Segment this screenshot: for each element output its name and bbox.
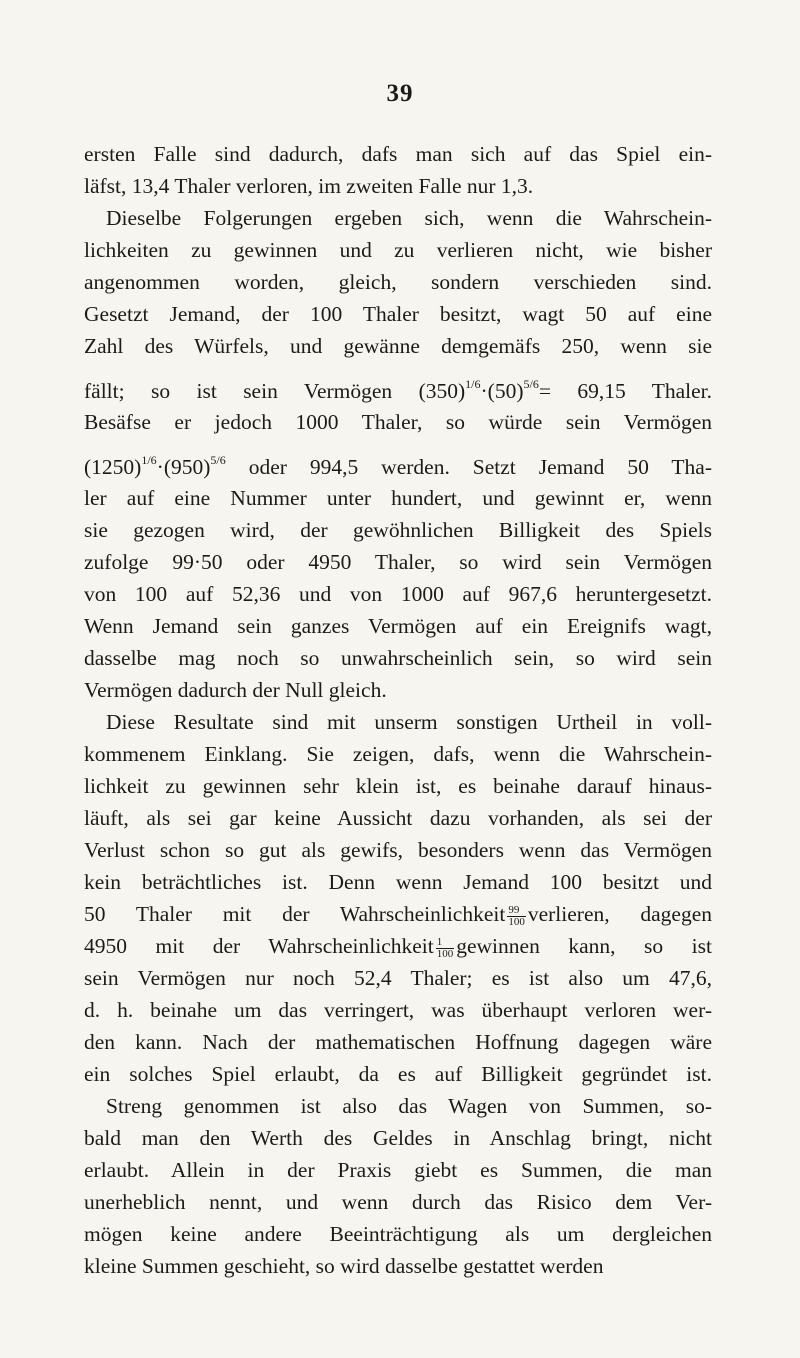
text-line: ein solches Spiel erlaubt, da es auf Billigkeit gegründet ist. xyxy=(84,1062,712,1086)
text-line: erlaubt. Allein in der Praxis giebt es Summen, die man xyxy=(84,1158,712,1182)
text-line: Zahl des Würfels, und gewänne demgemäfs 250, wenn sie xyxy=(84,334,712,358)
text-line: ersten Falle sind dadurch, dafs man sich auf das Spiel ein- xyxy=(84,142,712,166)
text-line: von 100 auf 52,36 und von 1000 auf 967,6 heruntergesetzt. xyxy=(84,582,712,606)
fraction-text: verlieren, dagegen xyxy=(527,902,712,926)
text-line: Besäfse er jedoch 1000 Thaler, so würde sein Vermögen xyxy=(84,410,712,434)
fraction-text: 50 Thaler mit der Wahrscheinlichkeit xyxy=(84,902,506,926)
text-line: unerheblich nennt, und wenn durch das Risico dem Ver- xyxy=(84,1190,712,1214)
fraction-numerator: 99 xyxy=(507,905,526,917)
fraction-text: gewinnen kann, so ist xyxy=(456,934,712,958)
text-line: Diese Resultate sind mit unserm sonstigen Urtheil in voll- xyxy=(106,710,712,734)
formula-text: fällt; so ist sein Vermögen (350) xyxy=(84,379,466,403)
text-line: bald man den Werth des Geldes in Anschlag bringt, nicht xyxy=(84,1126,712,1150)
text-line: Verlust schon so gut als gewifs, besonders wenn das Vermögen xyxy=(84,838,712,862)
text-line: kein beträchtliches ist. Denn wenn Jemand 100 besitzt und xyxy=(84,870,712,894)
fraction-denominator: 100 xyxy=(508,915,525,928)
text-line: kommenem Einklang. Sie zeigen, dafs, wenn die Wahrschein- xyxy=(84,742,712,766)
text-line: läuft, als sei gar keine Aussicht dazu vorhanden, als sei der xyxy=(84,806,712,830)
fraction-denominator: 100 xyxy=(436,947,454,960)
text-line: angenommen worden, gleich, sondern verschieden sind. xyxy=(84,270,712,294)
text-line: mögen keine andere Beeinträchtigung als um dergleichen xyxy=(84,1222,712,1246)
exponent: 1/6 xyxy=(141,453,157,467)
formula-text: = 69,15 Thaler. xyxy=(538,379,713,403)
fraction-numerator: 1 xyxy=(436,937,455,949)
fraction xyxy=(436,937,455,960)
formula-line xyxy=(84,438,712,482)
text-line: lichkeiten zu gewinnen und zu verlieren nicht, wie bisher xyxy=(84,238,712,262)
page-number: 39 xyxy=(386,80,414,107)
formula-text: ·(950) xyxy=(156,455,211,479)
exponent: 5/6 xyxy=(210,453,226,467)
text-line: kleine Summen geschieht, so wird dasselbe gestattet werden xyxy=(84,1254,604,1278)
text-line: sein Vermögen nur noch 52,4 Thaler; es ist also um 47,6, xyxy=(84,966,712,990)
text-line: Dieselbe Folgerungen ergeben sich, wenn die Wahrschein- xyxy=(106,206,712,230)
text-line: d. h. beinahe um das verringert, was überhaupt verloren wer- xyxy=(84,998,712,1022)
text-line: ler auf eine Nummer unter hundert, und gewinnt er, wenn xyxy=(84,486,712,510)
formula-line xyxy=(84,362,712,406)
text-line: lichkeit zu gewinnen sehr klein ist, es beinahe darauf hinaus- xyxy=(84,774,712,798)
fraction-line xyxy=(84,930,712,962)
text-line: zufolge 99·50 oder 4950 Thaler, so wird sein Vermögen xyxy=(84,550,712,574)
text-line: Vermögen dadurch der Null gleich. xyxy=(84,678,387,702)
fraction-text: 4950 mit der Wahrscheinlichkeit xyxy=(84,934,434,958)
text-line: Streng genommen ist also das Wagen von Summen, so- xyxy=(106,1094,712,1118)
text-line: läfst, 13,4 Thaler verloren, im zweiten Falle nur 1,3. xyxy=(84,174,534,198)
fraction xyxy=(507,905,526,928)
text-line: sie gezogen wird, der gewöhnlichen Billigkeit des Spiels xyxy=(84,518,712,542)
formula-text: oder 994,5 werden. Setzt Jemand 50 Tha- xyxy=(225,455,712,479)
fraction-line xyxy=(84,898,712,930)
text-line: den kann. Nach der mathematischen Hoffnung dagegen wäre xyxy=(84,1030,712,1054)
text-line: dasselbe mag noch so unwahrscheinlich sein, so wird sein xyxy=(84,646,712,670)
text-line: Gesetzt Jemand, der 100 Thaler besitzt, wagt 50 auf eine xyxy=(84,302,712,326)
exponent: 1/6 xyxy=(465,377,481,391)
formula-text: (1250) xyxy=(84,455,142,479)
formula-text: ·(50) xyxy=(480,379,524,403)
exponent: 5/6 xyxy=(523,377,539,391)
body-text xyxy=(84,138,712,1282)
text-line: Wenn Jemand sein ganzes Vermögen auf ein Ereignifs wagt, xyxy=(84,614,712,638)
